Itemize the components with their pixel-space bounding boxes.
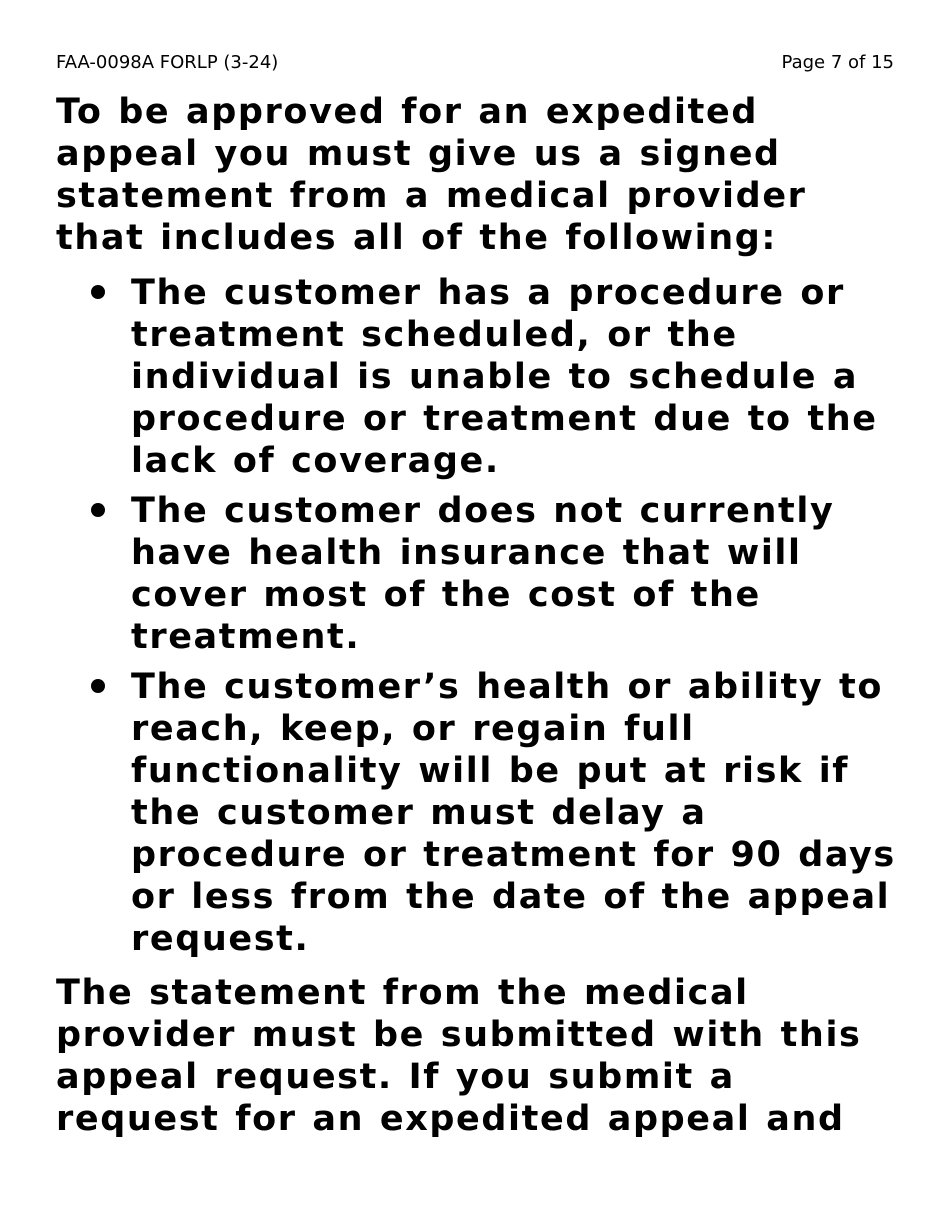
list-item	[56, 490, 906, 658]
list-item	[56, 272, 906, 482]
bullet-icon	[91, 285, 105, 299]
bullet-icon	[91, 503, 105, 517]
form-id: FAA-0098A FORLP (3-24)	[56, 52, 279, 73]
list-item	[56, 666, 906, 960]
requirements-list	[56, 272, 906, 960]
outro-paragraph: The statement from the medical provider must be submitted with this appeal request. If you submit a request for an expedited appeal and	[56, 973, 862, 1139]
list-item-text: The customer’s health or ability to reach, keep, or regain full functionality will be put at risk if the customer must delay a procedure or treatment for 90 days or less from the date of the appeal request.	[131, 667, 896, 959]
page-number: Page 7 of 15	[781, 52, 894, 73]
bullet-icon	[91, 679, 105, 693]
document-body	[56, 91, 906, 1140]
list-item-text: The customer does not currently have health insurance that will cover most of the cost of the treatment.	[131, 491, 835, 657]
list-item-text: The customer has a procedure or treatment scheduled, or the individual is unable to schedule a procedure or treatment due to the lack of coverage.	[131, 273, 878, 481]
intro-paragraph: To be approved for an expedited appeal you must give us a signed statement from a medical provider that includes all of the following:	[56, 92, 807, 258]
